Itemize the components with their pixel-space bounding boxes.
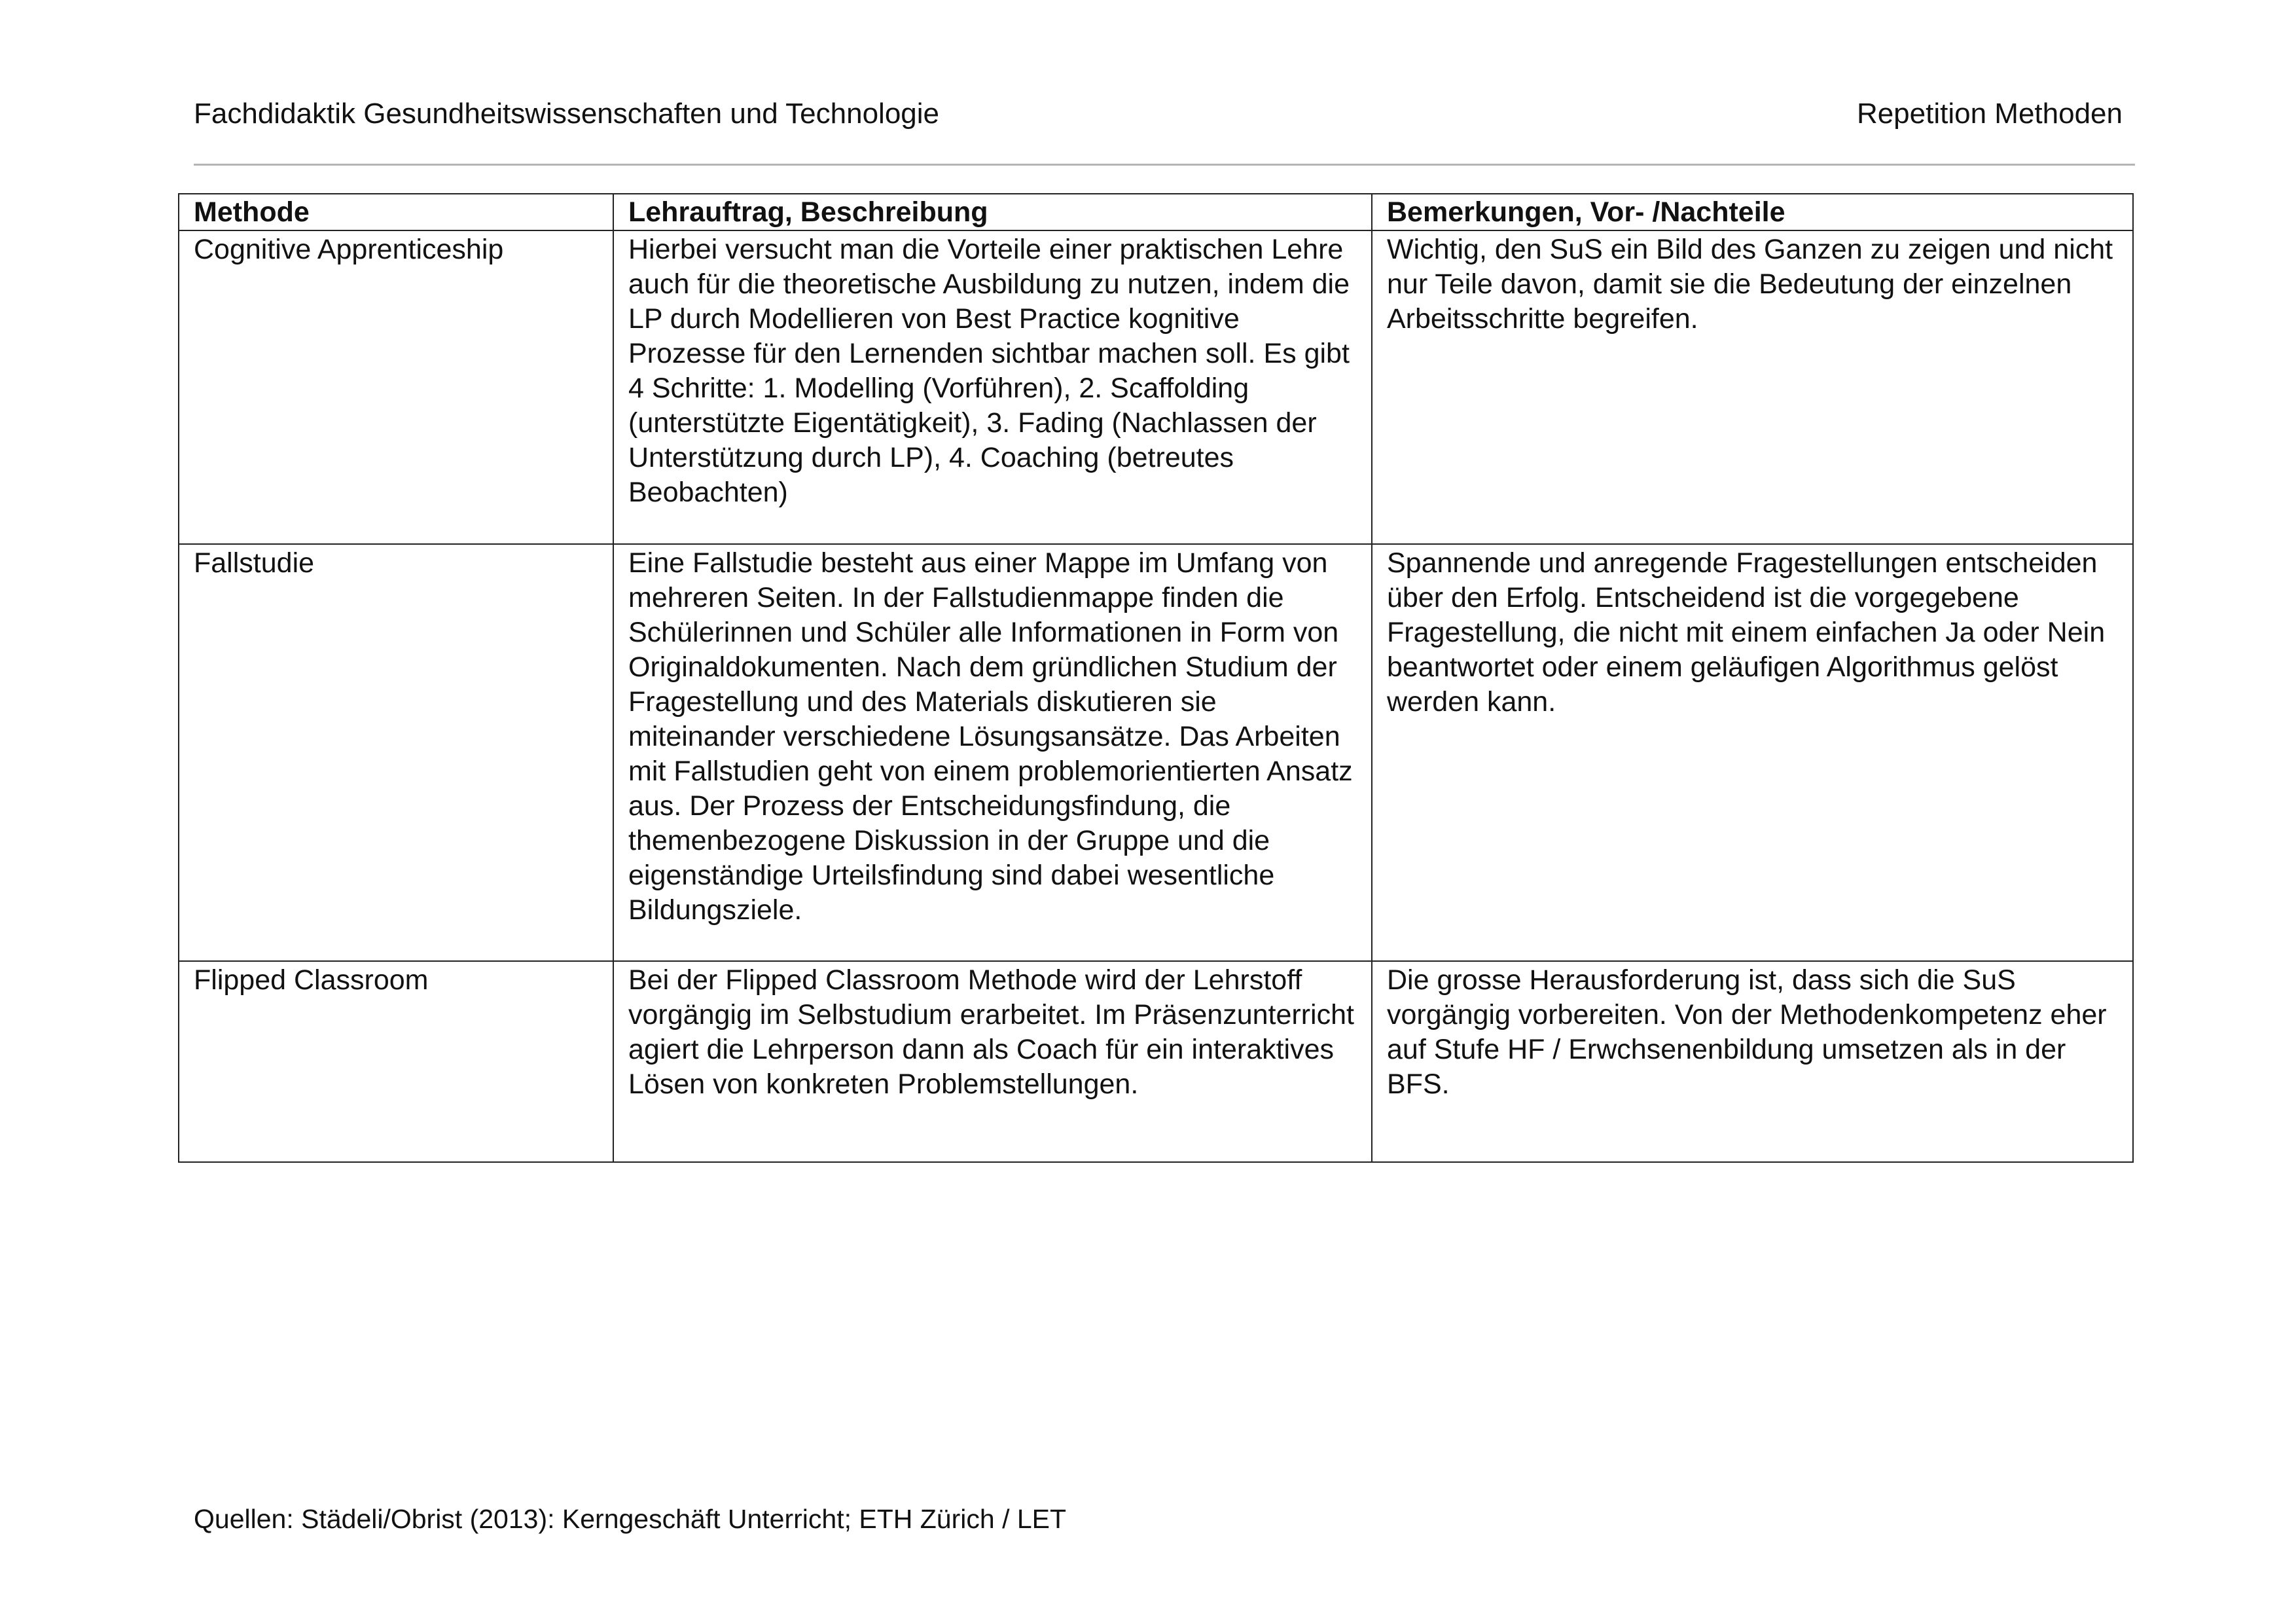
table-row	[179, 961, 2133, 1162]
cell-methode: Fallstudie	[179, 544, 613, 961]
methods-table	[178, 193, 2134, 1163]
table-row	[179, 544, 2133, 961]
cell-methode: Flipped Classroom	[179, 961, 613, 1162]
cell-bemerkungen: Spannende und anregende Fragestellungen entscheiden über den Erfolg. Entscheidend ist die vorgegebene Fragestellung, die nicht mit einem einfachen Ja oder Nein beantwortet oder einem geläufigen Algorithmus gelöst werden kann.	[1372, 544, 2133, 961]
sources-footnote: Quellen: Städeli/Obrist (2013): Kerngeschäft Unterricht; ETH Zürich / LET	[194, 1504, 1067, 1534]
header-divider	[194, 164, 2135, 166]
cell-bemerkungen: Die grosse Herausforderung ist, dass sich die SuS vorgängig vorbereiten. Von der Methodenkompetenz eher auf Stufe HF / Erwchsenenbildung umsetzen als in der BFS.	[1372, 961, 2133, 1162]
cell-methode: Cognitive Apprenticeship	[179, 230, 613, 544]
column-header-methode: Methode	[179, 194, 613, 230]
column-header-bemerkungen: Bemerkungen, Vor- /Nachteile	[1372, 194, 2133, 230]
document-header-topic: Repetition Methoden	[1856, 98, 2123, 130]
table-header-row	[179, 194, 2133, 230]
cell-bemerkungen: Wichtig, den SuS ein Bild des Ganzen zu zeigen und nicht nur Teile davon, damit sie die Bedeutung der einzelnen Arbeitsschritte begreifen.	[1372, 230, 2133, 544]
column-header-beschreibung: Lehrauftrag, Beschreibung	[613, 194, 1372, 230]
document-header-title: Fachdidaktik Gesundheitswissenschaften und Technologie	[194, 98, 940, 130]
table-row	[179, 230, 2133, 544]
cell-beschreibung: Hierbei versucht man die Vorteile einer praktischen Lehre auch für die theoretische Ausbildung zu nutzen, indem die LP durch Modellieren von Best Practice kognitive Prozesse für den Lernenden sichtbar machen soll. Es gibt 4 Schritte: 1. Modelling (Vorführen), 2. Scaffolding (unterstützte Eigentätigkeit), 3. Fading (Nachlassen der Unterstützung durch LP), 4. Coaching (betreutes Beobachten)	[613, 230, 1372, 544]
cell-beschreibung: Bei der Flipped Classroom Methode wird der Lehrstoff vorgängig im Selbstudium erarbeitet. Im Präsenzunterricht agiert die Lehrperson dann als Coach für ein interaktives Lösen von konkreten Problemstellungen.	[613, 961, 1372, 1162]
cell-beschreibung: Eine Fallstudie besteht aus einer Mappe im Umfang von mehreren Seiten. In der Fallstudienmappe finden die Schülerinnen und Schüler alle Informationen in Form von Originaldokumenten. Nach dem gründlichen Studium der Fragestellung und des Materials diskutieren sie miteinander verschiedene Lösungsansätze. Das Arbeiten mit Fallstudien geht von einem problemorientierten Ansatz aus. Der Prozess der Entscheidungsfindung, die themenbezogene Diskussion in der Gruppe und die eigenständige Urteilsfindung sind dabei wesentliche Bildungsziele.	[613, 544, 1372, 961]
